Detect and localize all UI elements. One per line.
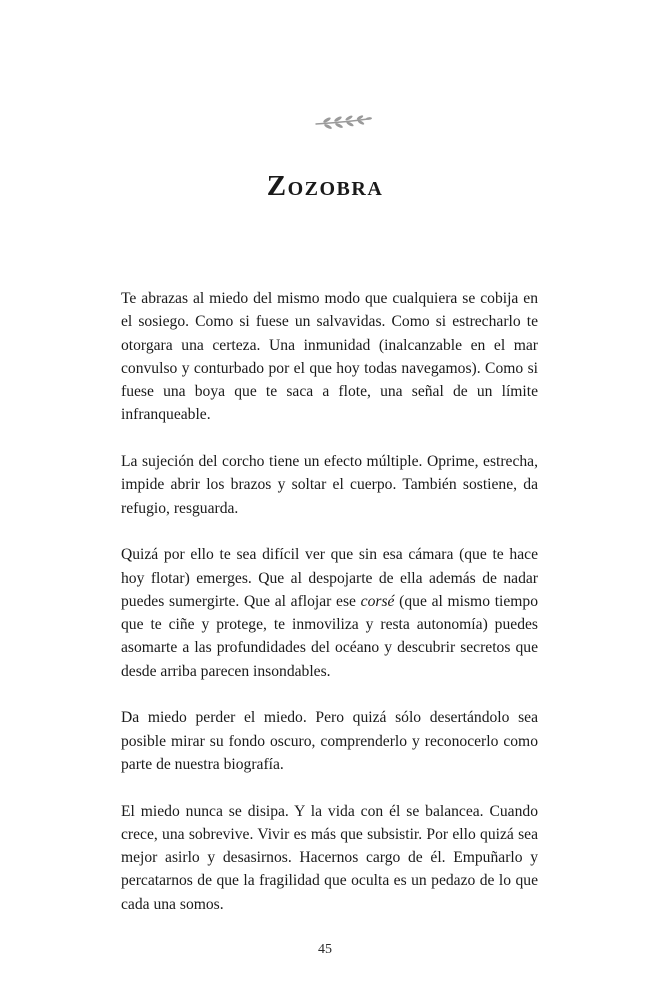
chapter-title: Zozobra: [266, 170, 384, 202]
olive-branch-icon: [312, 113, 372, 131]
paragraph-1: [121, 287, 538, 427]
page-number: 45: [318, 942, 332, 957]
paragraph-3: [121, 543, 538, 683]
emphasis-word: corsé: [360, 592, 395, 610]
paragraph-4: [121, 706, 538, 776]
paragraph-text: El miedo nunca se disipa. Y la vida con él se balancea. Cuando crece, una sobrevive. Vivir es más que subsistir. Por ello quizá sea mejor asirlo y desasirnos. Hacernos cargo de él. Empuñarlo y percatarnos de que la fragilidad que oculta es un pedazo de lo que cada una somos.: [121, 802, 538, 913]
paragraph-2: [121, 450, 538, 520]
chapter-body: [121, 287, 538, 916]
paragraph-text: Da miedo perder el miedo. Pero quizá sólo desertándolo sea posible mirar su fondo oscuro, comprenderlo y reconocerlo como parte de nuestra biografía.: [121, 709, 538, 773]
paragraph-text: La sujeción del corcho tiene un efecto múltiple. Oprime, estrecha, impide abrir los brazos y soltar el cuerpo. También sostiene, da refugio, resguarda.: [121, 453, 538, 517]
paragraph-text: Te abrazas al miedo del mismo modo que cualquiera se cobija en el sosiego. Como si fuese un salvavidas. Como si estrecharlo te otorgara una certeza. Una inmunidad (inalcanzable en el mar convulso y conturbado por el que hoy todas navegamos). Como si fuese una boya que te saca a flote, una señal de un límite infranqueable.: [121, 290, 538, 424]
paragraph-text: (que al mismo tiempo que te ciñe y protege, te inmoviliza y resta autonomía) puedes asomarte a las profundidades del océano y descubrir secretos que desde arriba parecen insondables.: [121, 592, 538, 680]
paragraph-5: [121, 800, 538, 916]
paragraph-text: Quizá por ello te sea difícil ver que sin esa cámara (que te hace hoy flotar) emerges. Que al despojarte de ella además de nadar puedes sumergirte. Que al aflojar ese: [121, 546, 538, 610]
